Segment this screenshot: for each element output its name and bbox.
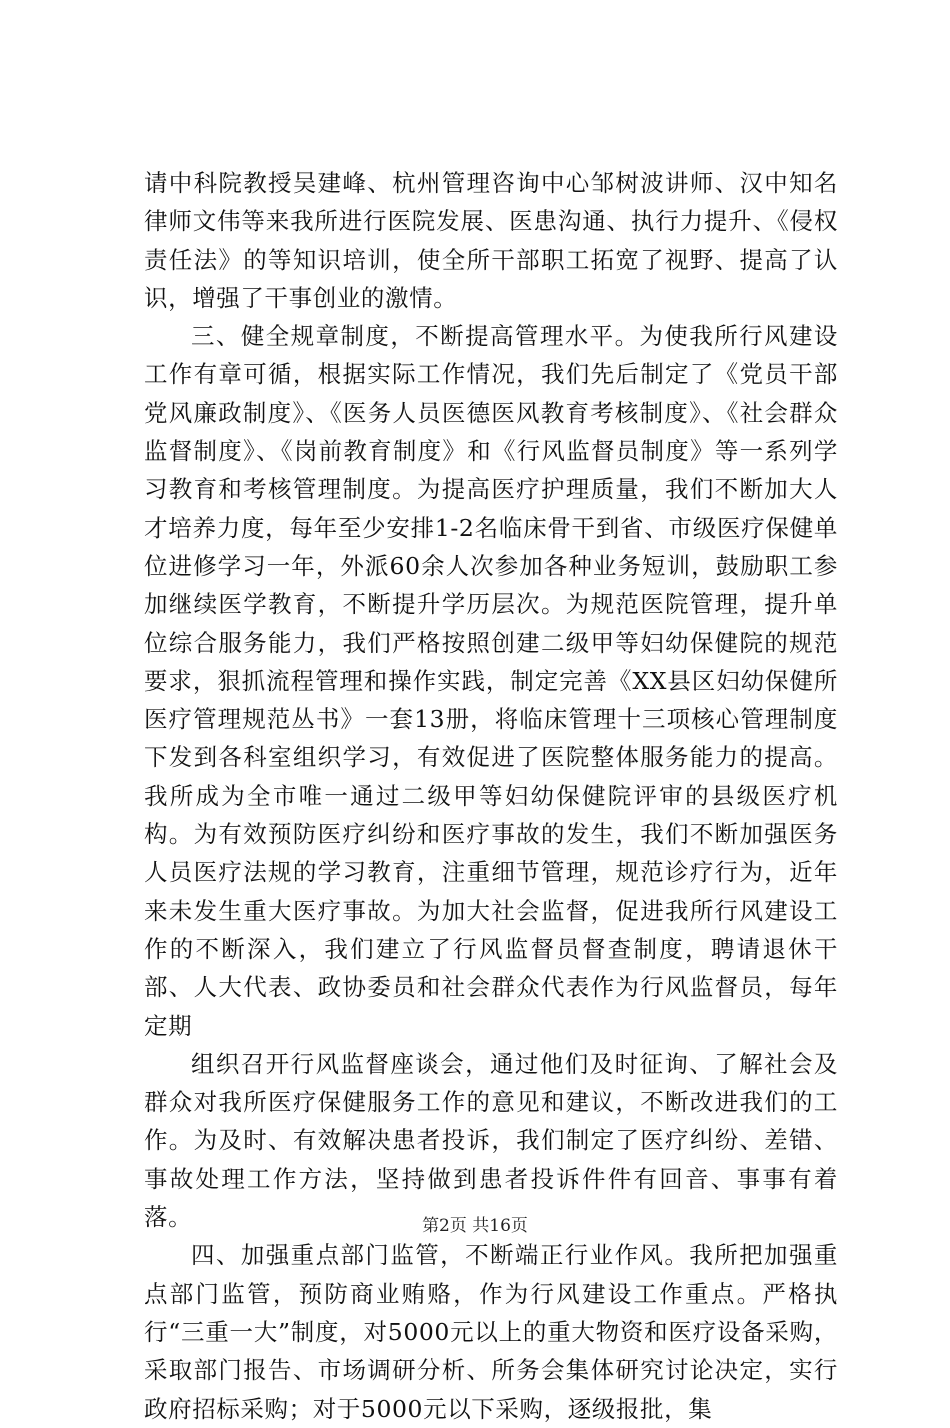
paragraph-key-department-supervision: 四、加强重点部门监管，不断端正行业作风。我所把加强重点部门监管，预防商业贿赂，作为行风建设工作重点。严格执行“三重一大”制度，对5000元以上的重大物资和医疗设备采购，采取部门报告、市场调研分析、所务会集体研究讨论决定，实行政府招标采购；对于5000元以下采购，逐级报批，集 [144,1241,838,1423]
document-body [144,164,838,1428]
paragraph-training: 请中科院教授吴建峰、杭州管理咨询中心邹树波讲师、汉中知名律师文伟等来我所进行医院发展、医患沟通、执行力提升、《侵权责任法》的等知识培训，使全所干部职工拓宽了视野、提高了认识，增强了干事创业的激情。 [144,169,838,312]
page-number-footer: 第2页 共16页 [422,1216,528,1236]
paragraph-rules-system: 三、健全规章制度，不断提高管理水平。为使我所行风建设工作有章可循，根据实际工作情况，我们先后制定了《党员干部党风廉政制度》、《医务人员医德医风教育考核制度》、《社会群众监督制度》、《岗前教育制度》和《行风监督员制度》等一系列学习教育和考核管理制度。为提高医疗护理质量，我们不断加大人才培养力度，每年至少安排1-2名临床骨干到省、市级医疗保健单位进修学习一年，外派60余人次参加各种业务短训，鼓励职工参加继续医学教育，不断提升学历层次。为规范医院管理，提升单位综合服务能力，我们严格按照创建二级甲等妇幼保健院的规范要求，狠抓流程管理和操作实践，制定完善《XX县区妇幼保健所医疗管理规范丛书》一套13册，将临床管理十三项核心管理制度下发到各科室组织学习，有效促进了医院整体服务能力的提高。我所成为全市唯一通过二级甲等妇幼保健院评审的县级医疗机构。为有效预防医疗纠纷和医疗事故的发生，我们不断加强医务人员医疗法规的学习教育，注重细节管理，规范诊疗行为，近年来未发生重大医疗事故。为加大社会监督，促进我所行风建设工作的不断深入，我们建立了行风监督员督查制度，聘请退休干部、人大代表、政协委员和社会群众代表作为行风监督员，每年定期 [144,322,838,1040]
paragraph-supervision-meeting: 组织召开行风监督座谈会，通过他们及时征询、了解社会及群众对我所医疗保健服务工作的意见和建议，不断改进我们的工作。为及时、有效解决患者投诉，我们制定了医疗纠纷、差错、事故处理工作方法，坚持做到患者投诉件件有回音、事事有着落。 [144,1049,838,1232]
